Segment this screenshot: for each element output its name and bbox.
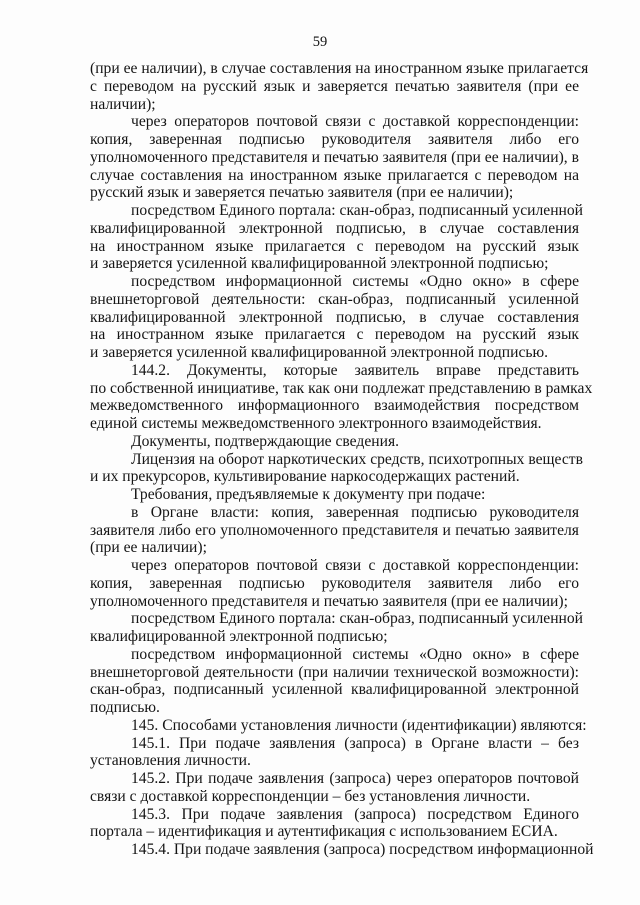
text-line: Лицензия на оборот наркотических средств, психотропных веществ — [131, 450, 583, 468]
text-line: подписью. — [90, 699, 160, 716]
text-line: квалифицированной электронной подписью, в случае составления — [90, 219, 579, 237]
text-line: скан-образ, подписанный усиленной квалифицированной электронной — [90, 681, 579, 699]
text-line: 145.4. При подаче заявления (запроса) посредством информационной — [131, 841, 594, 858]
page-number: 59 — [312, 34, 328, 50]
text-line: посредством информационной системы «Одно окно» в сфере — [131, 273, 579, 290]
text-line: копия, заверенная подписью руководителя заявителя либо его — [90, 131, 579, 148]
text-line: портала – идентификация и аутентификация с использованием ЕСИА. — [90, 823, 558, 841]
text-line: (при ее наличии); — [90, 539, 207, 557]
text-line: (при ее наличии), в случае составления на иностранном языке прилагается — [90, 60, 589, 77]
text-line: Требования, предъявляемые к документу при подаче: — [131, 486, 486, 503]
text-line: уполномоченного представителя и печатью заявителя (при ее наличии); — [90, 592, 568, 610]
text-line: установления личности. — [90, 752, 251, 770]
text-line: через операторов почтовой связи с доставкой корреспонденции: — [131, 113, 579, 131]
document-body — [90, 60, 594, 859]
text-line: и заверяется усиленной квалифицированной электронной подписью; — [90, 255, 549, 273]
text-line: 144.2. Документы, которые заявитель вправе представить — [131, 361, 579, 379]
text-line: и их прекурсоров, культивирование наркосодержащих растений. — [90, 468, 520, 486]
text-line: внешнеторговой деятельности: скан-образ, подписанный усиленной — [90, 290, 579, 308]
text-line: наличии); — [90, 95, 156, 113]
text-line: единой системы межведомственного электронного взаимодействия. — [90, 415, 542, 432]
text-line: межведомственного информационного взаимодействия посредством — [90, 397, 579, 415]
text-line: по собственной инициативе, так как они подлежат представлению в рамках — [90, 379, 593, 397]
text-line: и заверяется усиленной квалифицированной электронной подписью. — [90, 344, 549, 361]
text-line: с переводом на русский язык и заверяется печатью заявителя (при ее — [90, 77, 579, 95]
text-line: заявителя либо его уполномоченного представителя и печатью заявителя — [90, 521, 579, 539]
text-line: русский язык и заверяется печатью заявителя (при ее наличии); — [90, 184, 514, 202]
text-line: связи с доставкой корреспонденции – без установления личности. — [90, 787, 531, 805]
text-line: случае составления на иностранном языке прилагается с переводом на — [90, 166, 579, 184]
text-line: через операторов почтовой связи с доставкой корреспонденции: — [131, 557, 579, 574]
text-line: квалифицированной электронной подписью, в случае составления — [90, 308, 579, 326]
text-line: посредством Единого портала: скан-образ, подписанный усиленной — [131, 610, 584, 628]
text-line: внешнеторговой деятельности (при наличии технической возможности): — [90, 663, 579, 681]
text-line: посредством Единого портала: скан-образ, подписанный усиленной — [131, 202, 584, 219]
text-line: 145.2. При подаче заявления (запроса) через операторов почтовой — [131, 770, 579, 787]
text-line: Документы, подтверждающие сведения. — [131, 432, 400, 450]
text-line: уполномоченного представителя и печатью заявителя (при ее наличии), в — [90, 148, 579, 166]
text-line: квалифицированной электронной подписью; — [90, 628, 388, 645]
text-line: копия, заверенная подписью руководителя заявителя либо его — [90, 574, 579, 592]
text-line: 145.3. При подаче заявления (запроса) посредством Единого — [131, 805, 579, 823]
text-line: 145.1. При подаче заявления (запроса) в Органе власти – без — [131, 734, 579, 752]
text-line: на иностранном языке прилагается с переводом на русский язык — [90, 237, 579, 255]
text-line: 145. Способами установления личности (идентификации) являются: — [131, 716, 587, 734]
text-line: в Органе власти: копия, заверенная подписью руководителя — [131, 503, 579, 521]
text-line: посредством информационной системы «Одно окно» в сфере — [131, 645, 579, 663]
text-line: на иностранном языке прилагается с переводом на русский язык — [90, 326, 579, 344]
